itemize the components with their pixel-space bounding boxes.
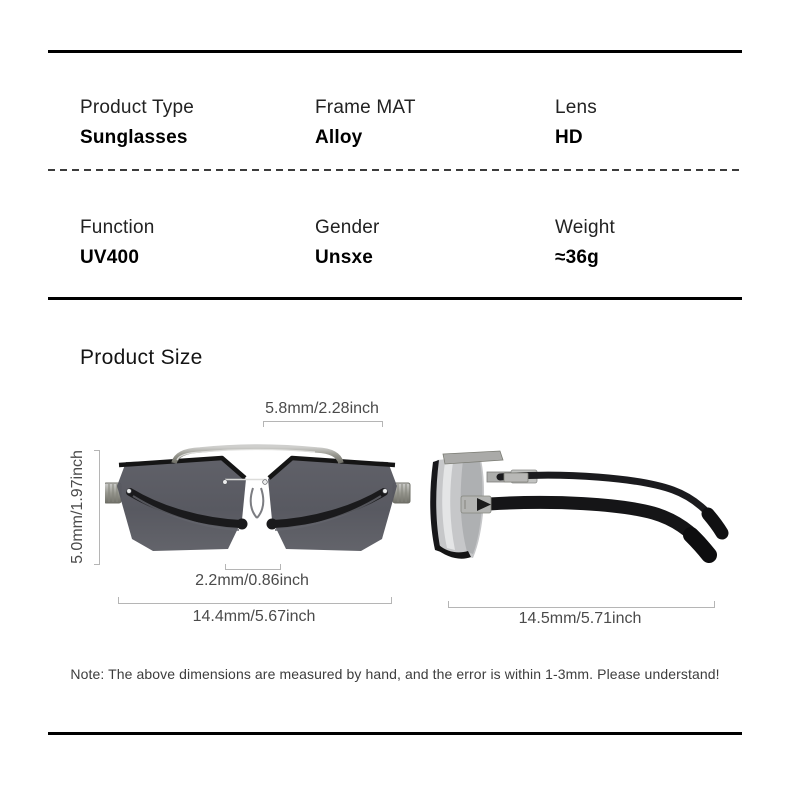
divider-mid (48, 297, 742, 300)
spec-label-weight: Weight (555, 217, 615, 238)
spec-value-lens: HD (555, 127, 583, 148)
sunglasses-front-image (105, 438, 415, 573)
divider-dashed (48, 169, 742, 171)
lens-right (268, 459, 397, 551)
sunglasses-side-image (425, 440, 740, 575)
measurement-note: Note: The above dimensions are measured by hand, and the error is within 1-3mm. Please understand! (70, 666, 720, 682)
dimension-line-bridge (225, 564, 281, 570)
spec-value-frame-mat: Alloy (315, 127, 363, 148)
dimension-bridge-width: 2.2mm/0.86inch (195, 572, 309, 589)
side-temple-lower (489, 502, 705, 548)
dimension-frame-width: 14.4mm/5.67inch (192, 608, 316, 625)
divider-top (48, 50, 742, 53)
side-temple-lower-tip (691, 535, 709, 555)
spec-value-function: UV400 (80, 247, 140, 268)
spec-label-lens: Lens (555, 97, 598, 118)
dimension-line-top-bar (263, 421, 383, 427)
divider-bottom (48, 732, 742, 735)
nosepad-wire-right (257, 488, 263, 518)
section-title-product-size: Product Size (80, 346, 203, 369)
screw-outer-right (383, 489, 388, 494)
temple-left-tip (237, 519, 248, 530)
spec-value-product-type: Sunglasses (80, 127, 188, 148)
lens-left (117, 459, 246, 551)
dimension-top-bar-width: 5.8mm/2.28inch (265, 400, 379, 417)
dimension-line-temple-length (448, 601, 715, 608)
side-temple-upper-clasp (504, 473, 528, 482)
spec-label-gender: Gender (315, 217, 380, 238)
screw-inner-right (263, 480, 268, 485)
screw-outer-left (127, 489, 132, 494)
spec-value-gender: Unsxe (315, 247, 374, 268)
screw-inner-left (223, 480, 228, 485)
side-temple-upper-tip (708, 514, 722, 533)
spec-label-frame-mat: Frame MAT (315, 97, 416, 118)
spec-value-weight: ≈36g (555, 247, 599, 268)
dimension-temple-length: 14.5mm/5.71inch (518, 610, 642, 627)
temple-right-tip (267, 519, 278, 530)
dimension-line-frame-width (118, 597, 392, 604)
dimension-lens-height: 5.0mm/1.97inch (69, 450, 86, 564)
side-brow-bar (443, 451, 503, 464)
dimension-line-lens-height (94, 450, 100, 565)
spec-label-product-type: Product Type (80, 97, 195, 118)
spec-label-function: Function (80, 217, 155, 238)
nosepad-wire-left (251, 488, 257, 518)
